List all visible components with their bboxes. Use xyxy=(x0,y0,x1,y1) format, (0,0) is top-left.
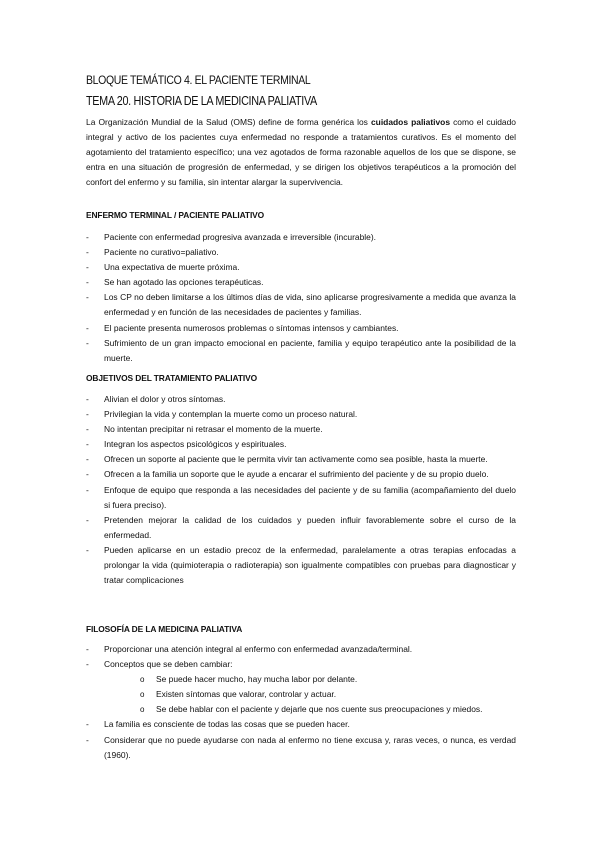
list-item: - Los CP no deben limitarse a los últimos días de vida, sino aplicarse progresivamente a medida que avanza la enfermedad y en función de las necesidades de pacientes y familias. xyxy=(86,290,516,320)
list-item: - Proporcionar una atención integral al enfermo con enfermedad avanzada/terminal. xyxy=(86,642,516,657)
intro-text-2: como el cuidado integral y activo de los pacientes cuya enfermedad no responde a tratamientos curativos. Es el momento del agotamiento del tratamiento específico; una vez agotados de forma razonable aquellos de los que se dispone, se entra en una situación de progresión de enfermedad, y se dirigen los objetivos terapéuticos a la promoción del confort del enfermo y su familia, sin intentar alargar la supervivencia. xyxy=(86,117,516,188)
list-item: - Privilegian la vida y contemplan la muerte como un proceso natural. xyxy=(86,407,516,422)
list-item: - Alivian el dolor y otros síntomas. xyxy=(86,392,516,407)
list-item: - Enfoque de equipo que responda a las necesidades del paciente y de su familia (acompañamiento del duelo si fuera preciso). xyxy=(86,483,516,513)
list-item: - No intentan precipitar ni retrasar el momento de la muerte. xyxy=(86,422,516,437)
list-objetivos xyxy=(86,392,516,588)
list-item: - El paciente presenta numerosos problemas o síntomas intensos y cambiantes. xyxy=(86,321,516,336)
list-item: - Paciente no curativo=paliativo. xyxy=(86,245,516,260)
sublist-item: o Se debe hablar con el paciente y dejarle que nos cuente sus preocupaciones y miedos. xyxy=(104,702,516,717)
sublist-item: o Se puede hacer mucho, hay mucha labor por delante. xyxy=(104,672,516,687)
intro-paragraph xyxy=(86,115,516,190)
list-item: - Ofrecen un soporte al paciente que le permita vivir tan activamente como sea posible, hasta la muerte. xyxy=(86,452,516,467)
section-title-objetivos: OBJETIVOS DEL TRATAMIENTO PALIATIVO xyxy=(86,373,257,383)
list-item: - Pretenden mejorar la calidad de los cuidados y pueden influir favorablemente sobre el curso de la enfermedad. xyxy=(86,513,516,543)
list-item: - La familia es consciente de todas las cosas que se pueden hacer. xyxy=(86,717,516,732)
list-item xyxy=(86,657,516,717)
list-item: - Una expectativa de muerte próxima. xyxy=(86,260,516,275)
sublist-item: o Existen síntomas que valorar, controlar y actuar. xyxy=(104,687,516,702)
intro-bold-term: cuidados paliativos xyxy=(370,117,451,127)
list-filosofia xyxy=(86,642,516,763)
list-item: - Considerar que no puede ayudarse con nada al enfermo no tiene excusa y, raras veces, o nunca, es verdad (1960). xyxy=(86,733,516,763)
list-enfermo xyxy=(86,230,516,366)
tema-heading: TEMA 20. HISTORIA DE LA MEDICINA PALIATIVA xyxy=(86,94,317,108)
list-item: - Ofrecen a la familia un soporte que le ayude a encarar el sufrimiento del paciente y de su propio duelo. xyxy=(86,467,516,482)
section-title-filosofia: FILOSOFÍA DE LA MEDICINA PALIATIVA xyxy=(86,624,243,634)
list-item: - Integran los aspectos psicológicos y espirituales. xyxy=(86,437,516,452)
intro-text-1: La Organización Mundial de la Salud (OMS) define de forma genérica los xyxy=(86,117,371,127)
list-item-text: Conceptos que se deben cambiar: xyxy=(104,659,233,670)
list-item: - Paciente con enfermedad progresiva avanzada e irreversible (incurable). xyxy=(86,230,516,245)
bloque-heading: BLOQUE TEMÁTICO 4. EL PACIENTE TERMINAL xyxy=(86,73,311,87)
sublist-conceptos xyxy=(104,672,516,717)
list-item: - Pueden aplicarse en un estadio precoz de la enfermedad, paralelamente a otras terapias enfocadas a prolongar la vida (quimioterapia o radioterapia) son igualmente compatibles con pruebas para diagnosticar y tratar complicaciones xyxy=(86,543,516,588)
list-item: - Se han agotado las opciones terapéuticas. xyxy=(86,275,516,290)
list-item: - Sufrimiento de un gran impacto emocional en paciente, familia y equipo terapéutico ante la posibilidad de la muerte. xyxy=(86,336,516,366)
section-title-enfermo: ENFERMO TERMINAL / PACIENTE PALIATIVO xyxy=(86,210,265,220)
